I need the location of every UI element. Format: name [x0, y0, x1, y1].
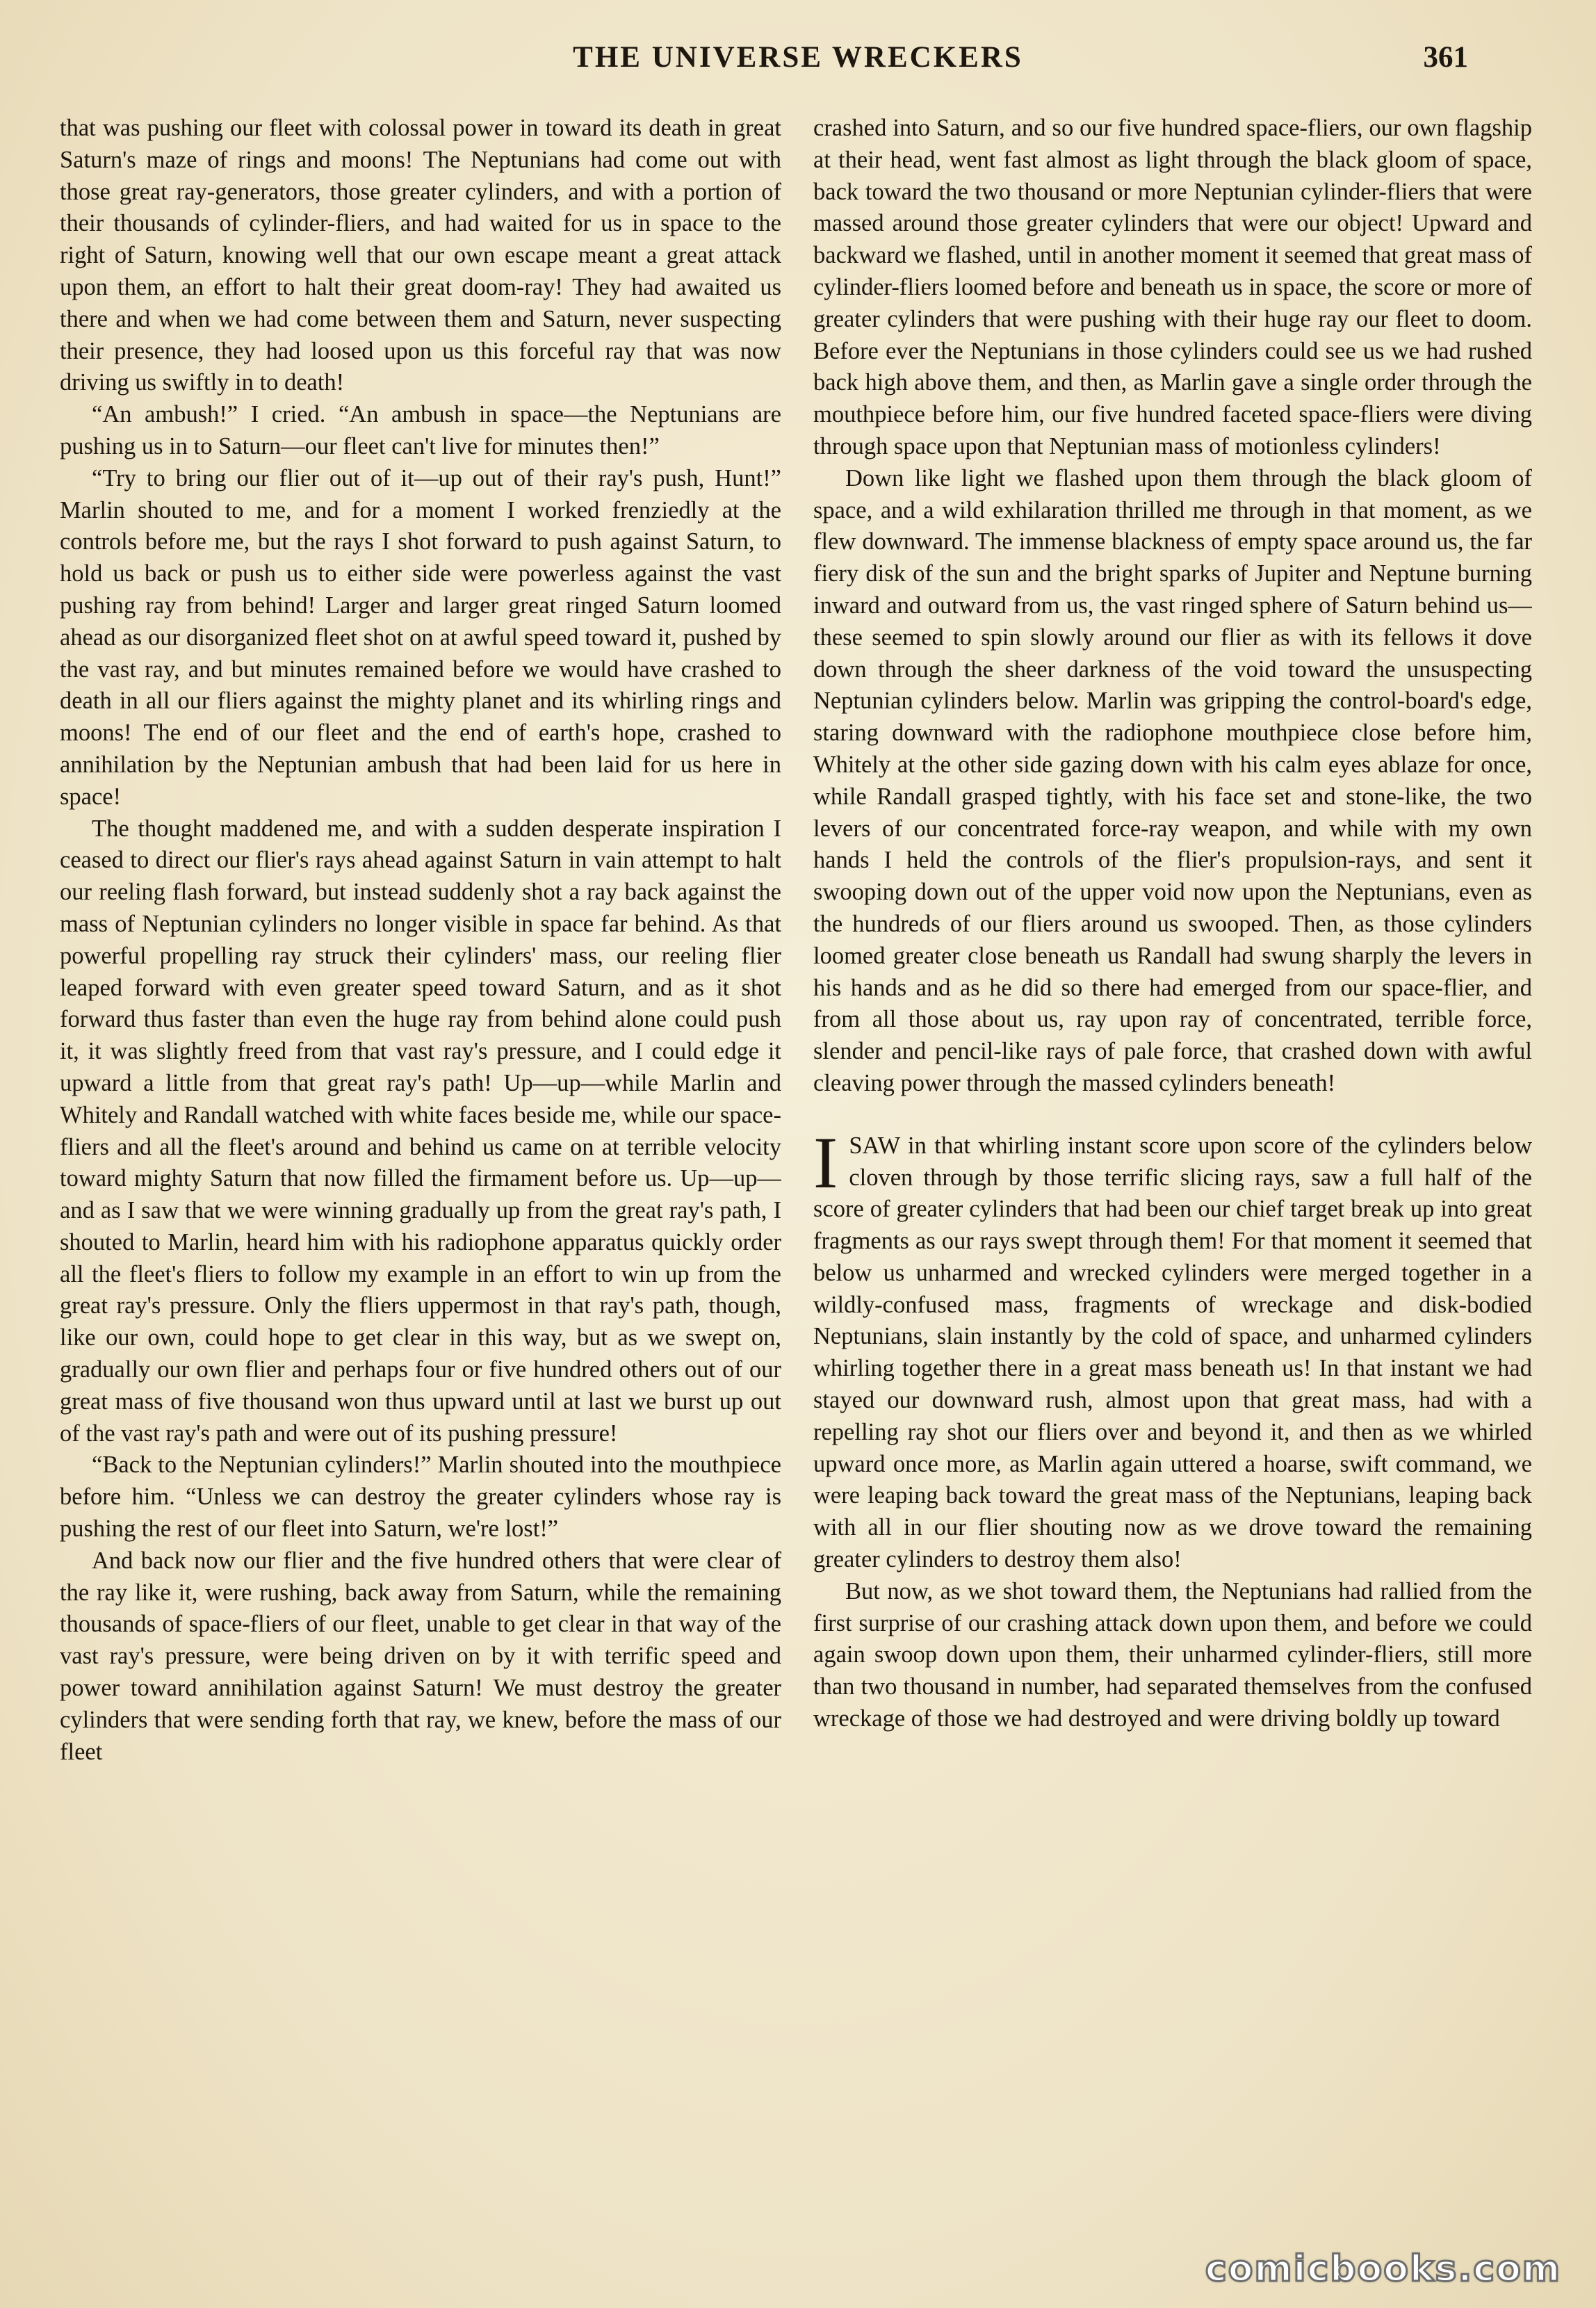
section-break [813, 1100, 1532, 1130]
paragraph: “Back to the Neptunian cylinders!” Marlin shouted into the mouthpiece before him. “Unless we can destroy the greater cylinders whose ray is pushing the rest of our fleet into Saturn, we're lost!” [60, 1452, 781, 1543]
running-head [60, 40, 1536, 82]
page-number: 361 [1423, 41, 1468, 74]
paragraph: Down like light we flashed upon them through the black gloom of space, and a wild exhilaration thrilled me through in that moment, as we flew downward. The immense blackness of empty space around us, the far fiery disk of the sun and the bright sparks of Jupiter and Neptune burning inward and outward from us, the vast ringed sphere of Saturn behind us—these seemed to spin slowly around our flier as with its fellows it dove down through the sheer darkness of the void toward the unsuspecting Neptunian cylinders below. Marlin was gripping the control-board's edge, staring downward with the radiophone mouthpiece close before him, Whitely at the other side gazing down with his calm eyes ablaze for once, while Randall grasped tightly, with his face set and stone-like, the two levers of our concentrated force-ray weapon, and while with my own hands I held the controls of the flier's propulsion-rays, and sent it swooping down out of the upper void now upon the Neptunians, even as the hundreds of our fliers around us swooped. Then, as those cylinders loomed greater close beneath us Randall had swung sharply the levers in his hands and as he did so there had emerged from our space-flier, and from all those about us, ray upon ray of concentrated, terrible force, slender and pencil-like rays of pale force, that crashed down with awful cleaving power through the massed cylinders beneath! [813, 464, 1532, 1096]
paragraph: But now, as we shot toward them, the Neptunians had rallied from the first surprise of our crashing attack down upon them, and before we could again swoop down upon them, their unharmed cylinder-fliers, still more than two thousand in number, had separated themselves from the confused wreckage of those we had destroyed and were driving boldly up toward [813, 1577, 1532, 1732]
left-column [60, 113, 781, 2245]
paragraph: And back now our flier and the five hundred others that were clear of the ray like it, were rushing, back away from Saturn, while the remaining thousands of space-fliers of our fleet, unable to get clear in that way of the vast ray's pressure, were being driven on by it with terrific speed and power toward annihilation against Saturn! We must destroy the greater cylinders that were sending forth that ray, we knew, before the mass of our fleet [60, 1547, 781, 1765]
paragraph: The thought maddened me, and with a sudden desperate inspiration I ceased to direct our flier's rays ahead against Saturn in vain attempt to halt our reeling flash forward, but instead suddenly shot a ray back against the mass of Neptunian cylinders no longer visible in space far behind. As that powerful propelling ray struck their cylinders' mass, our reeling flier leaped forward with even greater speed toward Saturn, and as it shot forward thus faster than even the huge ray from behind alone could push it, it was slightly freed from that vast ray's pressure, and I could edge it upward a little from that great ray's path! Up—up—while Marlin and Whitely and Randall watched with white faces beside me, while our space-fliers and all the fleet's around and behind us came on at terrible velocity toward mighty Saturn that now filled the firmament before us. Up—up—and as I saw that we were winning gradually up from the great ray's path, I shouted to Marlin, heard him with his radiophone apparatus quickly order all the fleet's fliers to follow my example in an effort to win up from the great ray's pressure. Only the fliers uppermost in that ray's path, though, like our own, could hope to get clear in this way, but as we swept on, gradually our own flier and perhaps four or five hundred others out of our great mass of five thousand won thus upward until at last we burst up out of the vast ray's path and were out of its pushing pressure! [60, 815, 781, 1447]
paragraph-text: SAW in that whirling instant score upon score of the cylinders below cloven through by those terrific slicing rays, saw a full half of the score of greater cylinders that had been our chief target break up into great fragments as our rays swept through them! For that moment it seemed that below us unharmed and wrecked cylinders were merged together in a wildly-confused mass, fragments of wreckage and disk-bodied Neptunians, slain instantly by the cold of space, and unharmed cylinders whirling together there in a great mass beneath us! In that instant we had stayed our downward rush, almost upon that great mass, had with a repelling ray shot our fliers over and beyond it, and then as we whirled upward once more, as Marlin again uttered a hoarse, swift command, we were leaping back toward the great mass of the Neptunians, leaping back with all in our flier shouting now as we drove toward the remaining greater cylinders to destroy them also! [813, 1132, 1532, 1573]
watermark: comicbooks.com [1205, 2248, 1561, 2290]
section-opening-paragraph [813, 1121, 1532, 1576]
running-title: THE UNIVERSE WRECKERS [573, 41, 1023, 74]
paragraph: crashed into Saturn, and so our five hundred space-fliers, our own flagship at their head, went fast almost as light through the black gloom of space, back toward the two thousand or more Neptunian cylinder-fliers that were massed around those greater cylinders that were our object! Upward and backward we flashed, until in another moment it seemed that great mass of cylinder-fliers loomed before and beneath us in space, the score or more of greater cylinders that were pushing with their huge ray our fleet to doom. Before ever the Neptunians in those cylinders could see us we had rushed back high above them, and then, as Marlin gave a single order through the mouthpiece before him, our five hundred faceted space-fliers were diving through space upon that Neptunian mass of motionless cylinders! [813, 115, 1532, 460]
paragraph: that was pushing our fleet with colossal power in toward its death in great Saturn's maze of rings and moons! The Neptunians had come out with those great ray-generators, those greater cylinders, and with a portion of their thousands of cylinder-fliers, and had waited for us in space to the right of Saturn, knowing well that our own escape meant a great attack upon them, an effort to halt their great doom-ray! They had awaited us there and when we had come between them and Saturn, never suspecting their presence, they had loosed upon us this forceful ray that was now driving us swiftly in to death! [60, 115, 781, 396]
paragraph: “An ambush!” I cried. “An ambush in space—the Neptunians are pushing us in to Saturn—our fleet can't live for minutes then!” [60, 401, 781, 460]
right-column [813, 113, 1532, 2245]
drop-cap: I [813, 1121, 838, 1203]
paragraph: “Try to bring our flier out of it—up out of their ray's push, Hunt!” Marlin shouted to me, and for a moment I worked frenziedly at the controls before me, but the rays I shot forward to push against Saturn, to hold us back or push us to either side were powerless against the vast pushing ray from behind! Larger and larger great ringed Saturn loomed ahead as our disorganized fleet shot on at awful speed toward it, pushed by the vast ray, and but minutes remained before we would have crashed to death in all our fliers against the mighty planet and its whirling rings and moons! The end of our fleet and the end of earth's hope, crashed to annihilation by the Neptunian ambush that had been laid for us here in space! [60, 464, 781, 810]
